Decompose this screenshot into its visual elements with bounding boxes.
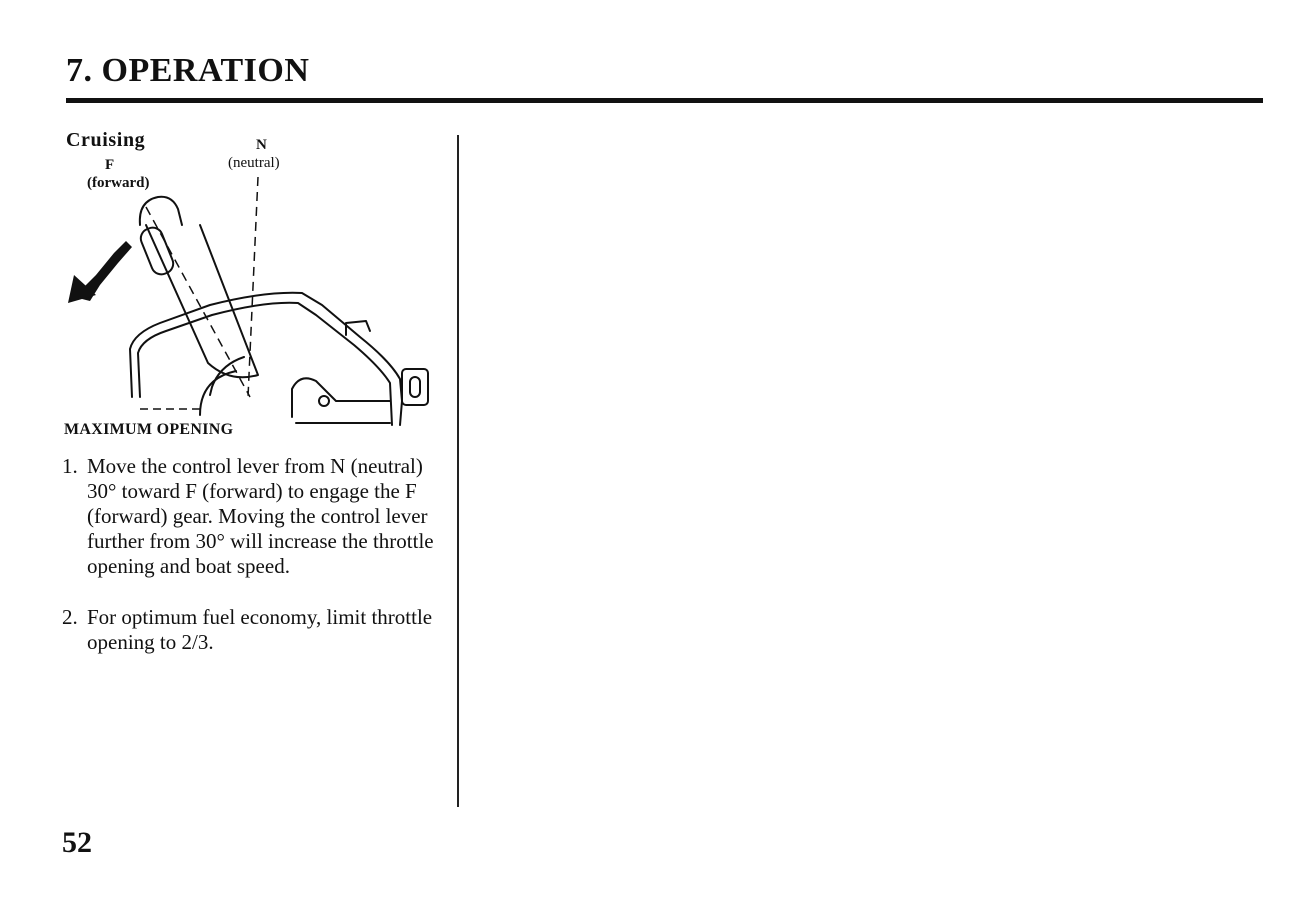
page-number: 52 [62,826,92,859]
forward-letter-label: F [105,157,115,173]
step-number: 2. [62,605,78,629]
column-divider [457,135,459,807]
step-item [62,454,452,579]
maximum-opening-label: MAXIMUM OPENING [64,421,234,438]
step-text: For optimum fuel economy, limit throttle opening to 2/3. [87,605,433,654]
instruction-steps [62,454,452,655]
neutral-label: (neutral) [228,155,280,171]
neutral-letter-label: N [256,137,267,153]
step-item [62,605,452,655]
cruising-label: Cruising [66,129,146,151]
step-number: 1. [62,454,78,478]
page-title: 7. OPERATION [66,52,310,89]
title-rule [66,98,1263,103]
step-text: Move the control lever from N (neutral) 30° toward F (forward) to engage the F (forward) gear. Moving the control lever further from 30° will increase the throttle opening and boat speed. [87,454,434,578]
control-lever-illustration [60,125,450,445]
forward-label: (forward) [87,175,150,191]
cruising-figure [60,125,450,445]
